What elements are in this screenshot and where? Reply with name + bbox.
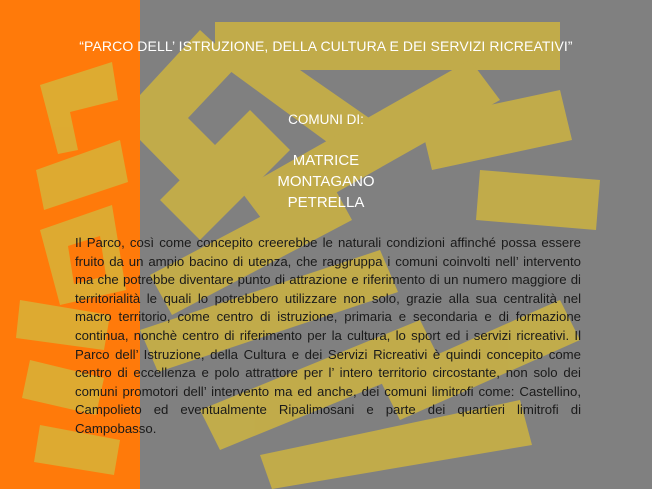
town-name: PETRELLA xyxy=(287,194,365,211)
town-name: MONTAGANO xyxy=(277,173,375,190)
description-paragraph: Il Parco, così come concepito creerebbe le naturali condizioni affinché possa essere fruito da un ampio bacino di utenza, che raggruppa i comuni coinvolti nell’ intervento ma che potrebbe diventare punto di attrazione e riferimento di un numero maggiore di territorialità le quali lo potrebbero utilizzare non solo, grazie alla sua centralità nel macro territorio, come centro di istruzione, primaria e secondaria e di formazione continua, nonchè centro di riferimento per la cultura, lo sport ed i servizi ricreativi. Il Parco dell’ Istruzione, della Cultura e dei Servizi Ricreativi è quindi concepito come centro di eccellenza e polo attrattore per l’ intero territorio circostante, non solo dei comuni promotori dell’ intervento ma ed anche, dei comuni limitrofi come: Castellino, Campolieto ed eventualmente Ripalimosani e parte dei quartieri limitrofi di Campobasso. xyxy=(75,235,581,436)
slide-title: “PARCO DELL’ ISTRUZIONE, DELLA CULTURA E DEI SERVIZI RICREATIVI” xyxy=(79,38,573,54)
towns-list xyxy=(0,150,652,213)
slide-subtitle: COMUNI DI: xyxy=(288,112,364,127)
town-name: MATRICE xyxy=(292,152,360,169)
